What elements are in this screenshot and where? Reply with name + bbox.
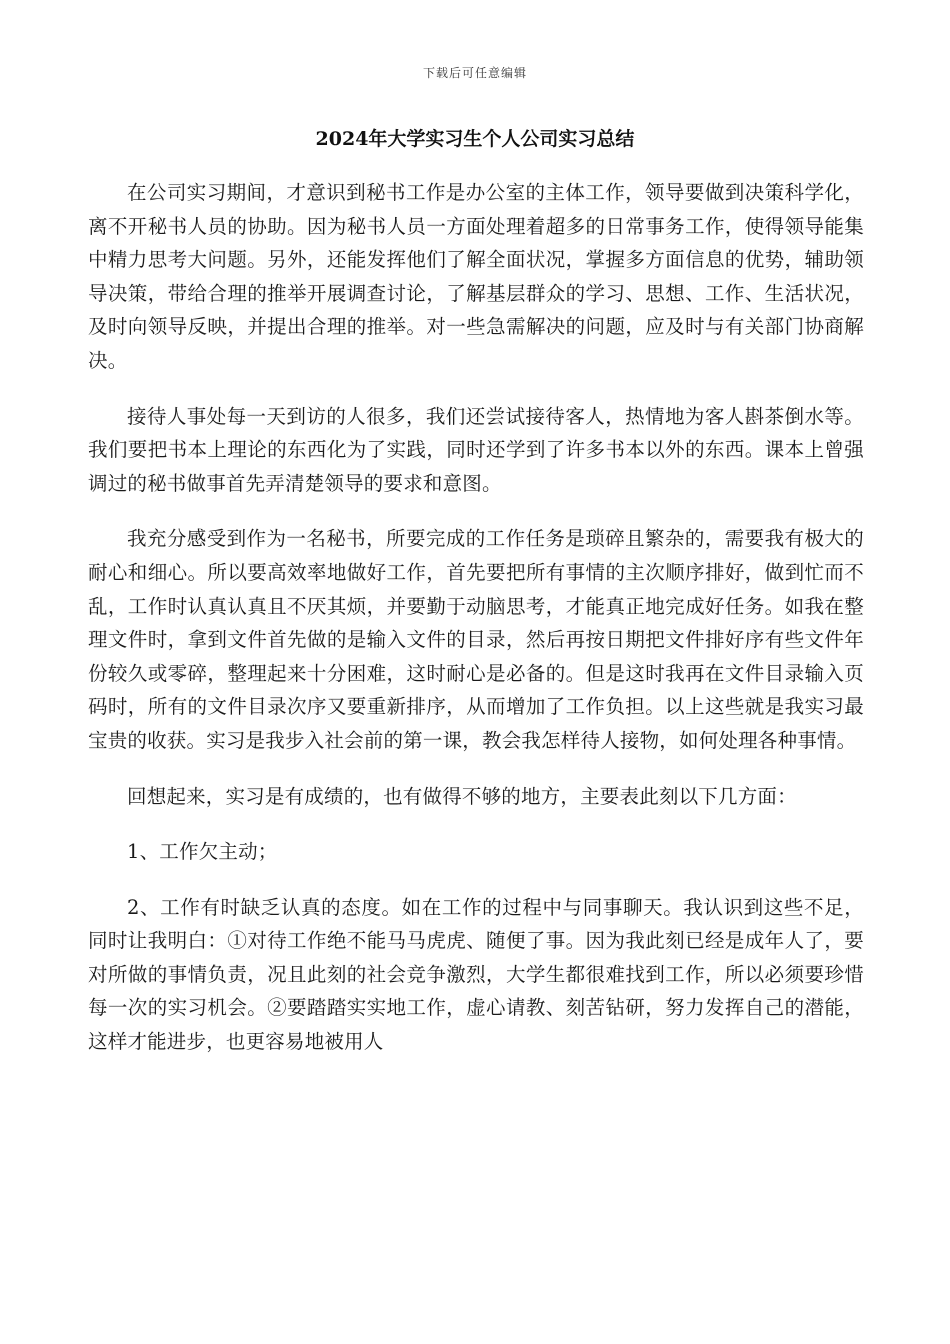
document-body (88, 176, 864, 1073)
list-item-1: 1、工作欠主动； (127, 840, 278, 864)
paragraph-4: 回想起来，实习是有成绩的，也有做得不够的地方，主要表此刻以下几方面： (127, 784, 797, 808)
paragraph-2: 接待人事处每一天到访的人很多，我们还尝试接待客人，热情地为客人斟茶倒水等。我们要把书本上理论的东西化为了实践，同时还学到了许多书本以外的东西。课本上曾强调过的秘书做事首先弄清楚领导的要求和意图。 (88, 404, 864, 495)
list-item-2: 2、工作有时缺乏认真的态度。如在工作的过程中与同事聊天。我认识到这些不足，同时让我明白：①对待工作绝不能马马虎虎、随便了事。因为我此刻已经是成年人了，要对所做的事情负责，况且此刻的社会竞争激烈，大学生都很难找到工作，所以必须要珍惜每一次的实习机会。②要踏踏实实地工作，虚心请教、刻苦钻研，努力发挥自己的潜能，这样才能进步，也更容易地被用人 (88, 895, 864, 1054)
paragraph-3: 我充分感受到作为一名秘书，所要完成的工作任务是琐碎且繁杂的，需要我有极大的耐心和细心。所以要高效率地做好工作，首先要把所有事情的主次顺序排好，做到忙而不乱，工作时认真认真且不厌其烦，并要勤于动脑思考，才能真正地完成好任务。如我在整理文件时，拿到文件首先做的是输入文件的目录，然后再按日期把文件排好序有些文件年份较久或零碎，整理起来十分困难，这时耐心是必备的。但是这时我再在文件目录输入页码时，所有的文件目录次序又要重新排序，从而增加了工作负担。以上这些就是我实习最宝贵的收获。实习是我步入社会前的第一课，教会我怎样待人接物，如何处理各种事情。 (88, 527, 864, 752)
header-note: 下载后可任意编辑 (422, 66, 527, 80)
paragraph-1: 在公司实习期间，才意识到秘书工作是办公室的主体工作，领导要做到决策科学化，离不开秘书人员的协助。因为秘书人员一方面处理着超多的日常事务工作，使得领导能集中精力思考大问题。另外，还能发挥他们了解全面状况，掌握多方面信息的优势，辅助领导决策，带给合理的推举开展调查讨论，了解基层群众的学习、思想、工作、生活状况，及时向领导反映，并提出合理的推举。对一些急需解决的问题，应及时与有关部门协商解决。 (88, 181, 864, 372)
document-title: 2024年大学实习生个人公司实习总结 (315, 128, 635, 150)
